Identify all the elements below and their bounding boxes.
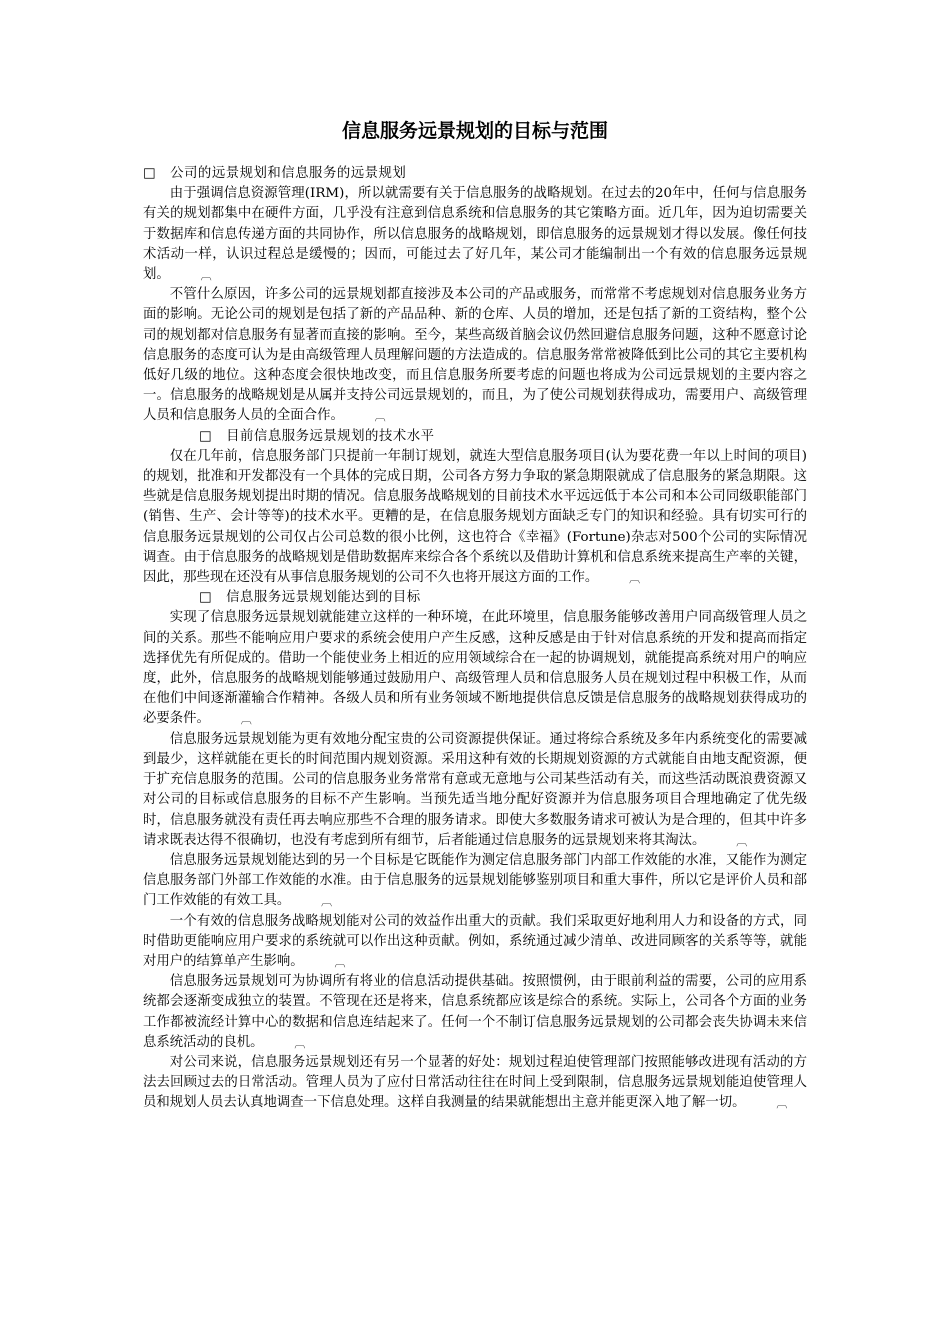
paragraph: 一个有效的信息服务战略规划能对公司的效益作出重大的贡献。我们采取更好地利用人力和设备的方式，同时借助更能响应用户要求的系统就可以作出这种贡献。例如，系统通过减少清单、改进同顾客的关系等等，就能对用户的结算单产生影响。 ︹ (143, 913, 807, 969)
section-heading-1 (143, 164, 807, 184)
paragraph: 实现了信息服务远景规划就能建立这样的一种环境，在此环境里，信息服务能够改善用户同高级管理人员之间的关系。那些不能响应用户要求的系统会使用户产生反感，这种反感是由于针对信息系统的开发和提高而指定选择优先有所促成的。借助一个能使业务上相近的应用领域综合在一起的协调规划，就能提高系统对用户的响应度，此外，信息服务的战略规划能够通过鼓励用户、高级管理人员和信息服务人员在规划过程中积极工作，从而在他们中间逐渐灌输合作精神。各级人员和所有业务领域不断地提供信息反馈是信息服务的战略规划获得成功的必要条件。 ︹ (143, 610, 807, 727)
paragraph: 不管什么原因，许多公司的远景规划都直接涉及本公司的产品或服务，而常常不考虑规划对信息服务业务方面的影响。无论公司的规划是包括了新的产品品种、新的仓库、人员的增加，还是包括了新的工资结构，整个公司的规划都对信息服务有显著而直接的影响。至今，某些高级首脑会议仍然回避信息服务问题，这种不愿意讨论信息服务的态度可认为是由高级管理人员理解问题的方法造成的。信息服务常常被降低到比公司的其它主要机构低好几级的地位。这种态度会很快地改变，而且信息服务所要考虑的问题也将成为公司远景规划的主要内容之一。信息服务的战略规划是从属并支持公司远景规划的，而且，为了使公司规划获得成功，需要用户、高级管理人员和信息服务人员的全面合作。 ︹ (143, 287, 807, 424)
paragraph-mark-icon: ︹ (629, 572, 641, 586)
paragraph-mark-icon: ︹ (321, 895, 333, 909)
paragraph-mark-icon: ︹ (334, 955, 346, 969)
paragraph-mark-icon: ︹ (736, 834, 748, 848)
paragraph: 由于强调信息资源管理(IRM)，所以就需要有关于信息服务的战略规划。在过去的20年中，任何与信息服务有关的规划都集中在硬件方面，几乎没有注意到信息系统和信息服务的其它策略方面。近几年，因为迫切需要关于数据库和信息传递方面的共同协作，所以信息服务的战略规划，即信息服务的远景规划才得以发展。像任何技术活动一样，认识过程总是缓慢的；因而，可能过去了好几年，某公司才能编制出一个有效的信息服务远景规划。 ︹ (143, 186, 807, 283)
section-heading-text: 公司的远景规划和信息服务的远景规划 (170, 166, 407, 181)
paragraph-mark-icon: ︹ (200, 269, 212, 283)
paragraph-mark-icon: ︹ (776, 1097, 788, 1111)
paragraph-mark-icon: ︹ (374, 410, 386, 424)
paragraph-mark-icon: ︹ (294, 1036, 306, 1050)
paragraph: 信息服务远景规划能达到的另一个目标是它既能作为测定信息服务部门内部工作效能的水准，又能作为测定信息服务部门外部工作效能的水准。由于信息服务的远景规划能够鉴别项目和重大事件，所以它是评价人员和部门工作效能的有效工具。 ︹ (143, 852, 807, 909)
section-heading-2 (143, 427, 807, 447)
checkbox-icon: □ (143, 166, 157, 181)
paragraph-mark-icon: ︹ (240, 713, 252, 727)
paragraph: 仅在几年前，信息服务部门只提前一年制订规划，就连大型信息服务项目(认为要花费一年以上时间的项目)的规划，批准和开发都没有一个具体的完成日期，公司各方努力争取的紧急期限就成了信息服务的紧急期限。这些就是信息服务规划提出时期的情况。信息服务战略规划的目前技术水平远远低于本公司和本公司同级职能部门(销售、生产、会计等等)的技术水平。更糟的是，在信息服务规划方面缺乏专门的知识和经验。具有切实可行的信息服务远景规划的公司仅占公司总数的很小比例，这也符合《幸福》(Fortune)杂志对500个公司的实际情况调查。由于信息服务的战略规划是借助数据库来综合各个系统以及借助计算机和信息系统来提高生产率的关键，因此，那些现在还没有从事信息服务规划的公司不久也将开展这方面的工作。 ︹ (143, 448, 807, 586)
document-body (143, 164, 807, 1114)
checkbox-icon: □ (199, 428, 213, 444)
section-heading-3 (143, 588, 807, 608)
paragraph: 信息服务远景规划可为协调所有将业的信息活动提供基础。按照惯例，由于眼前利益的需要，公司的应用系统都会逐渐变成独立的装置。不管现在还是将来，信息系统都应该是综合的系统。实际上，公司各个方面的业务工作都被流经计算中心的数据和信息连结起来了。任何一个不制订信息服务远景规划的公司都会丧失协调未来信息系统活动的良机。 ︹ (143, 974, 807, 1050)
document-title: 信息服务远景规划的目标与范围 (341, 120, 608, 142)
section-heading-text: 目前信息服务远景规划的技术水平 (226, 428, 435, 444)
checkbox-icon: □ (199, 590, 213, 606)
paragraph: 信息服务远景规划能为更有效地分配宝贵的公司资源提供保证。通过将综合系统及多年内系统变化的需要减到最少，这样就能在更长的时间范围内规划资源。采用这种有效的长期规划资源的方式就能自由地支配资源，便于扩充信息服务的范围。公司的信息服务业务常常有意或无意地与公司某些活动有关，而这些活动既浪费资源又对公司的目标或信息服务的目标不产生影响。当预先适当地分配好资源并为信息服务项目合理地确定了优先级时，信息服务就没有责任再去响应那些不合理的服务请求。即使大多数服务请求可被认为是合理的，但其中许多请求既表达得不很确切，也没有考虑到所有细节，后者能通过信息服务的远景规划来将其淘汰。 ︹ (143, 731, 807, 848)
paragraph: 对公司来说，信息服务远景规划还有另一个显著的好处：规划过程迫使管理部门按照能够改进现有活动的方法去回顾过去的日常活动。管理人员为了应付日常活动往往在时间上受到限制，信息服务远景规划能迫使管理人员和规划人员去认真地调查一下信息处理。这样自我测量的结果就能想出主意并能更深入地了解一切。 ︹ (143, 1054, 807, 1111)
section-heading-text: 信息服务远景规划能达到的目标 (226, 590, 421, 606)
